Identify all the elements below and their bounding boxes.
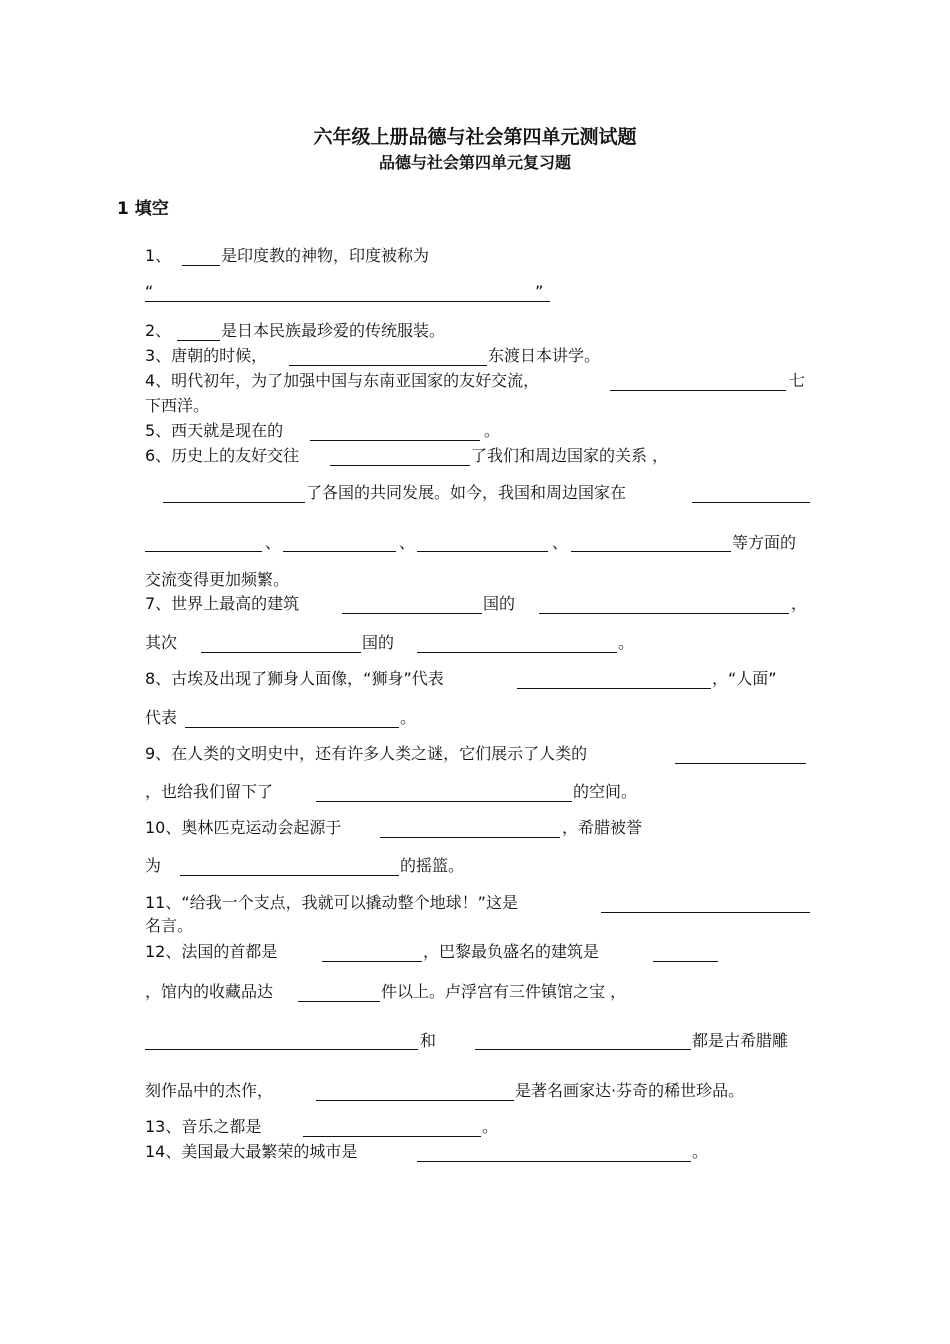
- question-text: 。: [482, 1117, 499, 1136]
- question-text: 其次: [145, 633, 178, 652]
- separator: 、: [399, 533, 416, 552]
- blank-line[interactable]: [417, 652, 617, 653]
- blank-line[interactable]: [539, 613, 789, 614]
- question-text: ，巴黎最负盛名的建筑是: [423, 942, 600, 961]
- blank-line[interactable]: [298, 1001, 380, 1002]
- question-number: 2、: [145, 321, 172, 340]
- question-text: 是日本民族最珍爱的传统服装。: [221, 321, 446, 340]
- blank-line[interactable]: [289, 365, 487, 366]
- blank-line[interactable]: [692, 502, 810, 503]
- blank-line[interactable]: [180, 875, 399, 876]
- blank-line[interactable]: [185, 727, 399, 728]
- blank-line[interactable]: [417, 551, 548, 552]
- question-text: 。: [692, 1142, 709, 1161]
- question-text: 和: [420, 1031, 437, 1050]
- page-subtitle: 品德与社会第四单元复习题: [378, 153, 571, 172]
- blank-line[interactable]: [675, 763, 806, 764]
- blank-line[interactable]: [145, 551, 262, 552]
- question-text: 10、奥林匹克运动会起源于: [145, 818, 342, 837]
- separator: 、: [265, 533, 282, 552]
- question-text: 9、在人类的文明史中，还有许多人类之谜，它们展示了人类的: [145, 744, 588, 763]
- question-text: 6、历史上的友好交往: [145, 446, 300, 465]
- blank-line[interactable]: [316, 1100, 514, 1101]
- question-text: 了我们和周边国家的关系 ，: [471, 446, 669, 465]
- question-text: 3、唐朝的时候，: [145, 346, 268, 365]
- blank-line[interactable]: [163, 502, 305, 503]
- blank-line[interactable]: [177, 340, 220, 341]
- question-text: 交流变得更加频繁。: [145, 570, 290, 589]
- blank-line[interactable]: [201, 652, 361, 653]
- blank-line[interactable]: [601, 912, 810, 913]
- blank-line[interactable]: [283, 551, 396, 552]
- section-heading: 1 填空: [117, 199, 169, 219]
- question-text: 件以上。卢浮宫有三件镇馆之宝 ，: [381, 982, 627, 1001]
- question-text: ，馆内的收藏品达: [145, 982, 274, 1001]
- question-text: 7、世界上最高的建筑: [145, 594, 300, 613]
- blank-line[interactable]: [145, 1049, 418, 1050]
- question-text: 8、古埃及出现了狮身人面像，“狮身”代表: [145, 669, 444, 688]
- question-text: 14、美国最大最繁荣的城市是: [145, 1142, 358, 1161]
- question-text: 4、明代初年，为了加强中国与东南亚国家的友好交流，: [145, 371, 540, 390]
- page-title: 六年级上册品德与社会第四单元测试题: [313, 126, 637, 148]
- question-text: 的摇篮。: [400, 856, 465, 875]
- close-quote: ”: [535, 282, 544, 301]
- question-text: 是印度教的神物，印度被称为: [221, 246, 430, 265]
- blank-line[interactable]: [342, 613, 482, 614]
- question-text: 是著名画家达·芬奇的稀世珍品。: [515, 1081, 745, 1100]
- blank-line[interactable]: [380, 837, 560, 838]
- blank-line[interactable]: [517, 688, 711, 689]
- blank-line[interactable]: [182, 265, 220, 266]
- question-text: 等方面的: [732, 533, 797, 552]
- open-quote: “: [145, 282, 154, 301]
- blank-line[interactable]: [653, 961, 718, 962]
- blank-line[interactable]: [322, 961, 422, 962]
- question-text: 国的: [362, 633, 395, 652]
- question-text: 的空间。: [573, 782, 638, 801]
- question-text: 都是古希腊雕: [692, 1031, 789, 1050]
- blank-line[interactable]: [310, 440, 480, 441]
- question-text: 。: [618, 633, 635, 652]
- question-text: 名言。: [145, 916, 194, 935]
- question-text: 国的: [483, 594, 516, 613]
- blank-line[interactable]: [330, 465, 470, 466]
- separator: 、: [552, 533, 569, 552]
- question-text: 5、西天就是现在的: [145, 421, 284, 440]
- question-text: 了各国的共同发展。如今，我国和周边国家在: [306, 483, 627, 502]
- question-text: 。: [400, 708, 417, 727]
- question-text: 刻作品中的杰作，: [145, 1081, 274, 1100]
- blank-line[interactable]: [571, 551, 731, 552]
- question-text: ，也给我们留下了: [145, 782, 274, 801]
- question-text: ，“人面”: [712, 669, 777, 688]
- question-text: 。: [484, 421, 501, 440]
- blank-line[interactable]: [610, 390, 786, 391]
- question-text: 代表: [145, 708, 178, 727]
- blank-line[interactable]: [303, 1136, 481, 1137]
- question-text: 12、法国的首都是: [145, 942, 278, 961]
- blank-line[interactable]: [145, 301, 550, 302]
- question-text: 下西洋。: [145, 396, 210, 415]
- question-text: 11、“给我一个支点，我就可以撬动整个地球！”这是: [145, 893, 518, 912]
- blank-line[interactable]: [417, 1161, 691, 1162]
- question-text: ，: [791, 594, 808, 613]
- question-number: 1、: [145, 246, 172, 265]
- question-text: ，希腊被誉: [562, 818, 643, 837]
- question-text: 13、音乐之都是: [145, 1117, 262, 1136]
- question-text: 东渡日本讲学。: [488, 346, 601, 365]
- question-text: 为: [145, 856, 162, 875]
- blank-line[interactable]: [316, 801, 572, 802]
- question-text: 七: [789, 371, 806, 390]
- blank-line[interactable]: [475, 1049, 691, 1050]
